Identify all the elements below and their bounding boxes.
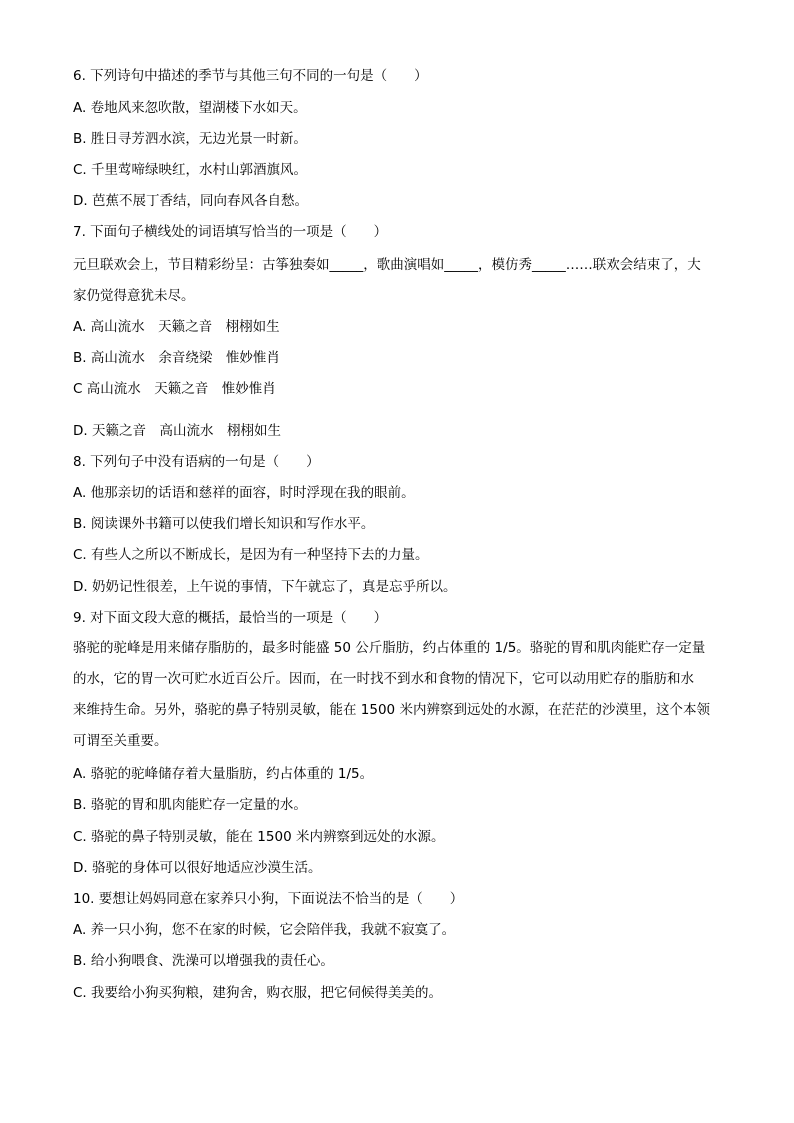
q9-stem: 9. 对下面文段大意的概括，最恰当的一项是（ ） bbox=[73, 610, 388, 626]
q10-option-b: B. 给小狗喂食、洗澡可以增强我的责任心。 bbox=[73, 953, 334, 969]
q9-passage-line: 可谓至关重要。 bbox=[73, 733, 168, 749]
q8-stem: 8. 下列句子中没有语病的一句是（ ） bbox=[73, 454, 320, 470]
q7-passage-line: 家仍觉得意犹未尽。 bbox=[73, 288, 195, 304]
q6-option-a: A. 卷地风来忽吹散，望湖楼下水如天。 bbox=[73, 100, 307, 116]
q9-passage-line: 的水，它的胃一次可贮水近百公斤。因而，在一时找不到水和食物的情况下，它可以动用贮存的脂肪和水 bbox=[73, 671, 694, 687]
q9-passage bbox=[73, 633, 723, 757]
q7-passage bbox=[73, 250, 723, 312]
q9-option-b: B. 骆驼的胃和肌肉能贮存一定量的水。 bbox=[73, 797, 307, 813]
q8-option-c: C. 有些人之所以不断成长，是因为有一种坚持下去的力量。 bbox=[73, 547, 429, 563]
q8-option-d: D. 奶奶记性很差，上午说的事情，下午就忘了，真是忘乎所以。 bbox=[73, 579, 457, 595]
q7-option-d: D. 天籁之音 高山流水 栩栩如生 bbox=[73, 423, 281, 439]
q10-option-c: C. 我要给小狗买狗粮，建狗舍，购衣服，把它伺候得美美的。 bbox=[73, 985, 443, 1001]
q9-passage-line: 来维持生命。另外，骆驼的鼻子特别灵敏，能在 1500 米内辨察到远处的水源，在茫茫的沙漠里，这个本领 bbox=[73, 702, 710, 718]
q9-option-c: C. 骆驼的鼻子特别灵敏，能在 1500 米内辨察到远处的水源。 bbox=[73, 829, 445, 845]
q6-option-b: B. 胜日寻芳泗水滨，无边光景一时新。 bbox=[73, 131, 307, 147]
q10-stem: 10. 要想让妈妈同意在家养只小狗，下面说法不恰当的是（ ） bbox=[73, 891, 464, 907]
q8-option-b: B. 阅读课外书籍可以使我们增长知识和写作水平。 bbox=[73, 516, 375, 532]
q10-option-a: A. 养一只小狗，您不在家的时候，它会陪伴我，我就不寂寞了。 bbox=[73, 922, 456, 938]
q7-option-c: C 高山流水 天籁之音 惟妙惟肖 bbox=[73, 381, 276, 397]
q9-passage-line: 骆驼的驼峰是用来储存脂肪的，最多时能盛 50 公斤脂肪，约占体重的 1/5。骆驼的胃和肌肉能贮存一定量 bbox=[73, 640, 706, 656]
q7-option-b: B. 高山流水 余音绕梁 惟妙惟肖 bbox=[73, 350, 280, 366]
q7-option-a: A. 高山流水 天籁之音 栩栩如生 bbox=[73, 319, 280, 335]
q9-option-a: A. 骆驼的驼峰储存着大量脂肪，约占体重的 1/5。 bbox=[73, 766, 374, 782]
q6-option-c: C. 千里莺啼绿映红，水村山郭酒旗风。 bbox=[73, 162, 308, 178]
q9-option-d: D. 骆驼的身体可以很好地适应沙漠生活。 bbox=[73, 860, 322, 876]
q6-stem: 6. 下列诗句中描述的季节与其他三句不同的一句是（ ） bbox=[73, 68, 428, 84]
q8-option-a: A. 他那亲切的话语和慈祥的面容，时时浮现在我的眼前。 bbox=[73, 485, 415, 501]
q7-stem: 7. 下面句子横线处的词语填写恰当的一项是（ ） bbox=[73, 224, 388, 240]
q6-option-d: D. 芭蕉不展丁香结，同向春风各自愁。 bbox=[73, 193, 308, 209]
q7-passage-line: 元旦联欢会上，节目精彩纷呈：古筝独奏如_____，歌曲演唱如_____，模仿秀_____……联欢会结束了，大 bbox=[73, 257, 701, 273]
